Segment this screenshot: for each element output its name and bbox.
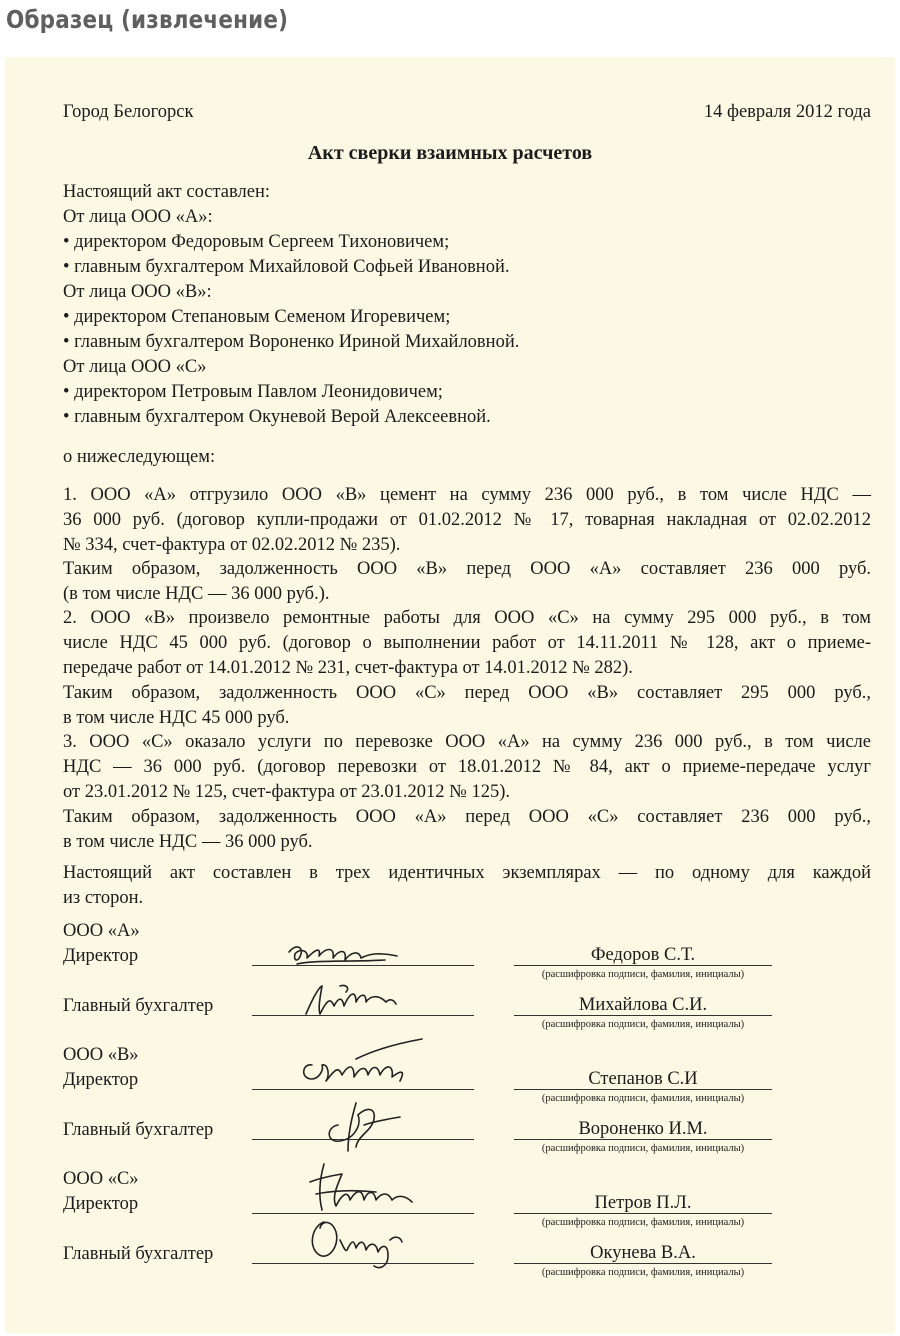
role-director-b: Директор: [63, 1070, 139, 1090]
document-title: Акт сверки взаимных расчетов: [307, 142, 593, 164]
intro-line: От лица ООО «С»: [63, 357, 207, 377]
lead-line: о нижеследующем:: [63, 447, 216, 467]
city: Город Белогорск: [63, 102, 194, 122]
intro-line: • главным бухгалтером Михайловой Софьей Ивановной.: [63, 257, 510, 277]
org-b-label: ООО «В»: [63, 1045, 139, 1065]
handwritten-signature: [296, 1035, 426, 1091]
role-accountant-c: Главный бухгалтер: [63, 1244, 214, 1264]
paragraph-line: от 23.01.2012 № 125, счет-фактура от 23.01.2012 № 125).: [63, 781, 510, 802]
decode-caption: (расшифровка подписи, фамилия, инициалы): [541, 1267, 745, 1278]
intro-line: • директором Петровым Павлом Леонидовичем;: [63, 382, 443, 402]
decode-caption: (расшифровка подписи, фамилия, инициалы): [541, 1019, 745, 1030]
paragraph-line: в том числе НДС 45 000 руб.: [63, 707, 290, 728]
sample-header: Образец (извлечение): [6, 5, 289, 34]
paragraph-line: из сторон.: [63, 887, 144, 908]
paragraph-line: 1. ООО «А» отгрузило ООО «В» цемент на сумму 236 000 руб., в том числе НДС —: [63, 485, 871, 505]
role-director-a: Директор: [63, 946, 139, 966]
decode-caption: (расшифровка подписи, фамилия, инициалы): [541, 1093, 745, 1104]
signer-name: Михайлова С.И.: [578, 995, 708, 1015]
decode-caption: (расшифровка подписи, фамилия, инициалы): [541, 1217, 745, 1228]
intro-line: • главным бухгалтером Окуневой Верой Алексеевной.: [63, 407, 491, 427]
signer-name: Федоров С.Т.: [590, 945, 696, 965]
paragraph-line: в том числе НДС — 36 000 руб.: [63, 831, 313, 852]
paragraph-line: Таким образом, задолженность ООО «С» перед ООО «В» составляет 295 000 руб.,: [63, 683, 871, 703]
paragraph-line: НДС — 36 000 руб. (договор перевозки от 18.01.2012 № 84, акт о приеме-передаче услуг: [63, 756, 871, 777]
signer-name: Вороненко И.М.: [578, 1119, 708, 1139]
paragraph: [63, 557, 871, 607]
paragraph-line: № 334, счет-фактура от 02.02.2012 № 235).: [63, 534, 401, 555]
paragraph-line: 3. ООО «С» оказало услуги по перевозке ООО «А» на сумму 236 000 руб., в том числе: [63, 732, 871, 752]
intro-line: От лица ООО «В»:: [63, 282, 212, 302]
handwritten-signature: [306, 1160, 416, 1218]
closing-paragraph: [63, 861, 871, 911]
paragraph-line: передаче работ от 14.01.2012 № 231, счет-фактура от 14.01.2012 № 282).: [63, 657, 633, 678]
org-c-label: ООО «С»: [63, 1169, 139, 1189]
paragraph: [63, 606, 871, 680]
paragraph-line: (в том числе НДС — 36 000 руб.).: [63, 583, 330, 604]
paragraph: [63, 483, 871, 557]
handwritten-signature: [304, 1212, 414, 1274]
date: 14 февраля 2012 года: [703, 102, 871, 122]
handwritten-signature: [285, 938, 405, 972]
role-accountant-a: Главный бухгалтер: [63, 996, 214, 1016]
paragraph-line: Таким образом, задолженность ООО «В» перед ООО «А» составляет 236 000 руб.: [63, 559, 871, 579]
signer-name: Петров П.Л.: [594, 1193, 692, 1213]
handwritten-signature: [318, 1095, 408, 1153]
intro-line: • директором Федоровым Сергеем Тихоновичем;: [63, 232, 450, 252]
signer-name: Степанов С.И: [588, 1069, 698, 1089]
role-accountant-b: Главный бухгалтер: [63, 1120, 214, 1140]
paragraph-line: числе НДС 45 000 руб. (договор о выполнении работ от 14.11.2011 № 128, акт о приеме-: [63, 632, 871, 653]
paragraph: [63, 730, 871, 804]
signer-name: Окунева В.А.: [590, 1243, 696, 1263]
paragraph: [63, 681, 871, 731]
decode-caption: (расшифровка подписи, фамилия, инициалы): [541, 1143, 745, 1154]
decode-caption: (расшифровка подписи, фамилия, инициалы): [541, 969, 745, 980]
paragraph: [63, 805, 871, 855]
handwritten-signature: [300, 980, 400, 1020]
role-director-c: Директор: [63, 1194, 139, 1214]
paragraph-line: 2. ООО «В» произвело ремонтные работы для ООО «С» на сумму 295 000 руб., в том: [63, 608, 871, 628]
intro-line: • директором Степановым Семеном Игоревичем;: [63, 307, 451, 327]
org-a-label: ООО «А»: [63, 921, 140, 941]
paragraph-line: Таким образом, задолженность ООО «А» перед ООО «С» составляет 236 000 руб.,: [63, 807, 871, 827]
intro-line: От лица ООО «А»:: [63, 207, 213, 227]
intro-line: Настоящий акт составлен:: [63, 182, 270, 202]
paragraph-line: 36 000 руб. (договор купли-продажи от 01.02.2012 № 17, товарная накладная от 02.02.2012: [63, 509, 871, 530]
paragraph-line: Настоящий акт составлен в трех идентичных экземплярах — по одному для каждой: [63, 863, 871, 883]
intro-line: • главным бухгалтером Вороненко Ириной Михайловной.: [63, 332, 520, 352]
